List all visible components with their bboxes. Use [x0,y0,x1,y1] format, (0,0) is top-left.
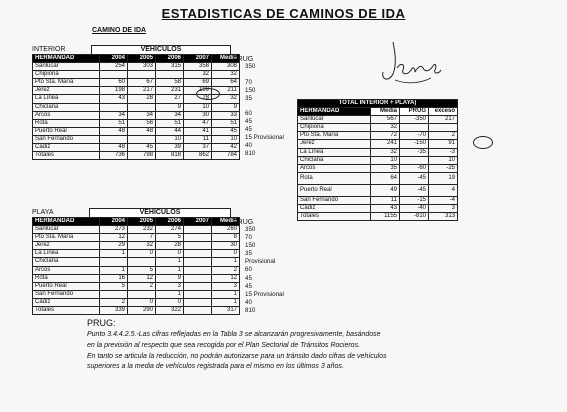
note-text [87,330,547,373]
column-header: 2004 [100,55,128,63]
hand-circle-mark [473,136,493,149]
column-header: exceso [429,108,458,116]
table-cell: 1 [100,250,128,258]
table-row [33,79,240,87]
table-cell: 12 [100,234,128,242]
table-cell: 1 [100,266,128,274]
table-cell: 37 [184,144,212,152]
table-cell: 32 [128,242,156,250]
table-cell: Puerto Real [298,184,371,196]
table-cell: 51 [100,119,128,127]
prug-value: 60 [245,266,252,274]
table-row [33,135,240,143]
table-cell: 567 [371,116,400,124]
table-cell: San Fernando [33,135,100,143]
table-cell: 2 [429,132,458,140]
table-row [33,111,240,119]
table-cell: Sanlúcar [33,226,100,234]
table-row [298,140,458,148]
table-cell: Pto Sta. María [298,132,371,140]
table-cell: 5 [100,282,128,290]
prug-value [245,71,284,79]
section-subtitle: CAMINO DE IDA [92,27,147,34]
table-cell: 34 [100,111,128,119]
table-cell: 2 [212,266,240,274]
table-cell: 232 [128,226,156,234]
table-cell: 4 [429,184,458,196]
table-cell: Arcos [33,266,100,274]
table-cell: -150 [400,140,429,148]
note-line: superiores a la media de vehículos registrada para el mismo en los últimos 3 años. [87,363,344,371]
table-cell: La Línea [33,95,100,103]
column-header: 2004 [100,218,128,226]
playa-label: PLAYA [32,209,54,216]
table-cell: Pto Sta. María [33,234,100,242]
table-row [298,164,458,172]
table-cell: 0 [128,298,156,306]
table-cell: 736 [100,152,128,160]
table-cell: 49 [371,184,400,196]
table-cell [184,250,212,258]
table-cell: 358 [184,63,212,71]
table-cell: Sanlúcar [33,63,100,71]
note-line: En tanto se articula la reducción, no podrán autorizarse para un tránsito dado cifras de vehículos [87,352,387,360]
total-table [297,99,458,221]
table-cell: 339 [100,307,128,315]
table-cell: 0 [156,250,184,258]
table-cell: 60 [100,79,128,87]
table-cell: 48 [128,127,156,135]
table-cell: 322 [156,307,184,315]
table-cell [184,307,212,315]
note-heading: PRUG: [87,318,116,328]
table-row [298,116,458,124]
table-cell [100,103,128,111]
table-header-row [298,108,458,116]
table-cell: 199 [184,87,212,95]
table-cell: 29 [100,242,128,250]
interior-label: INTERIOR [32,46,66,53]
table-cell: 72 [371,132,400,140]
table-cell [184,226,212,234]
table-cell: 313 [429,213,458,221]
table-cell: 12 [212,274,240,282]
prug-value: 35 [245,94,252,102]
table-cell: 308 [212,63,240,71]
table-cell: -350 [400,116,429,124]
table-cell: San Fernando [33,290,100,298]
table-cell: 69 [184,79,212,87]
table-cell: 32 [371,148,400,156]
table-cell: 48 [100,127,128,135]
page-title: ESTADISTICAS DE CAMINOS DE IDA [161,6,406,21]
table-cell: 45 [212,127,240,135]
table-cell: 0 [156,298,184,306]
table-row [33,266,240,274]
table-cell: 3 [429,204,458,212]
table-cell [184,282,212,290]
table-cell: 27 [156,95,184,103]
table-cell: 19 [429,172,458,184]
table-cell: 32 [212,71,240,79]
prug-value: 810 [245,306,256,314]
playa-prug-column [245,226,284,315]
table-cell: Chipiona [33,71,100,79]
table-cell: 91 [429,140,458,148]
table-cell: Chiclana [298,156,371,164]
table-cell: 798 [128,152,156,160]
table-cell: 0 [212,250,240,258]
table-cell: 64 [212,79,240,87]
table-cell: 30 [184,111,212,119]
table-cell: 34 [156,111,184,119]
table-cell: 1 [156,290,184,298]
table-row [298,124,458,132]
table-cell: 42 [212,144,240,152]
table-row [33,103,240,111]
table-cell: 1 [212,290,240,298]
table-cell: Cádiz [33,144,100,152]
table-cell: 56 [128,119,156,127]
table-cell: Totales [33,152,100,160]
table-cell: Jerez [33,87,100,95]
handwritten-signature [375,38,445,93]
table-cell: 58 [156,79,184,87]
table-cell: 10 [212,135,240,143]
table-cell: 32 [212,95,240,103]
table-cell: -4 [429,196,458,204]
table-cell: Rota [298,172,371,184]
table-cell: 16 [100,274,128,282]
table-cell: 1 [156,266,184,274]
prug-value: 350 [245,226,256,233]
playa-vehiculos-header: VEHICULOS [89,208,231,217]
table-cell [128,290,156,298]
table-cell: 30 [212,242,240,250]
table-cell: 2 [100,298,128,306]
interior-table [32,54,240,160]
table-row [33,307,240,315]
table-cell [184,274,212,282]
table-cell: 5 [156,234,184,242]
table-cell: 11 [184,135,212,143]
table-cell: -60 [400,164,429,172]
table-cell: 43 [371,204,400,212]
table-cell: Totales [298,213,371,221]
table-cell: Arcos [33,111,100,119]
table-row [33,63,240,71]
prug-value: 40 [245,298,252,306]
table-cell: 1 [156,258,184,266]
table-cell [184,290,212,298]
table-cell: 7 [128,234,156,242]
table-cell: 32 [371,124,400,132]
table-cell: Totales [33,307,100,315]
table-header-row [33,55,240,63]
table-cell [156,71,184,79]
table-cell: -45 [400,172,429,184]
prug-value: 45 [245,126,252,134]
note-line: en la previsión al respecto que sea recogida por el Plan Sectorial de Tránsitos Rocieros. [87,341,361,349]
prug-value: 15 Provisional [245,134,284,142]
column-header: HERMANDAD [33,55,100,63]
table-cell [184,234,212,242]
table-cell: 3 [212,282,240,290]
table-cell: -35 [400,148,429,156]
table-cell: 43 [100,95,128,103]
prug-value: 150 [245,242,256,250]
column-header: 2007 [184,218,212,226]
table-cell [100,71,128,79]
table-row [33,127,240,135]
table-cell: 64 [371,172,400,184]
table-cell: 9 [212,103,240,111]
prug-value: 70 [245,78,252,86]
prug-value [245,102,284,110]
table-cell [184,242,212,250]
table-cell: 33 [212,111,240,119]
table-title: TOTAL INTERIOR + PLAYA) [298,100,458,108]
table-row [33,119,240,127]
interior-prug-column [245,63,284,158]
table-row [298,172,458,184]
table-cell: 2 [128,282,156,290]
column-header: PRUG [400,108,429,116]
table-cell: San Fernando [298,196,371,204]
table-cell [100,135,128,143]
table-cell: 10 [156,135,184,143]
table-cell: 217 [128,87,156,95]
prug-value: 45 [245,282,252,290]
table-cell: 231 [156,87,184,95]
table-cell: 51 [156,119,184,127]
table-cell: Jerez [298,140,371,148]
table-row [33,282,240,290]
column-header: 2005 [128,55,156,63]
table-cell: 241 [371,140,400,148]
table-cell [429,124,458,132]
interior-prug-label: PRUG [233,56,254,63]
table-cell: 290 [128,307,156,315]
table-cell: 10 [429,156,458,164]
table-row [33,274,240,282]
table-cell: Puerto Real [33,282,100,290]
column-header: Media [371,108,400,116]
table-cell: Cádiz [33,298,100,306]
table-cell: 274 [156,226,184,234]
table-row [298,213,458,221]
table-cell: 11 [371,196,400,204]
table-row [298,132,458,140]
prug-value: 60 [245,110,252,118]
column-header: 2007 [184,55,212,63]
table-cell: 9 [156,103,184,111]
table-cell: 784 [212,152,240,160]
table-cell: 48 [100,144,128,152]
table-cell: 217 [429,116,458,124]
table-row [298,156,458,164]
prug-value: 70 [245,234,252,242]
table-cell: 1 [212,298,240,306]
hand-circle-mark [196,88,220,100]
table-header-row [33,218,240,226]
table-cell: 8 [212,234,240,242]
table-cell: La Línea [298,148,371,156]
prug-value: 35 [245,250,252,258]
column-header: 2006 [156,55,184,63]
table-cell: 41 [184,127,212,135]
note-line: Punto 3.4.4.2.5.-Las cifras reflejadas en la Tabla 3 se alcanzarán progresivamente, basándose [87,331,381,338]
table-row [298,204,458,212]
prug-value: 45 [245,118,252,126]
table-cell: 0 [128,250,156,258]
table-cell: Arcos [298,164,371,172]
playa-prug-label: PRUG [233,219,254,226]
table-row [33,152,240,160]
table-cell: 818 [156,152,184,160]
table-cell: 45 [128,144,156,152]
table-row [298,196,458,204]
table-cell: Puerto Real [33,127,100,135]
table-cell: 51 [212,119,240,127]
table-cell [400,156,429,164]
table-row [33,144,240,152]
table-cell: 34 [128,111,156,119]
table-cell: Chiclana [33,258,100,266]
table-cell: 198 [100,87,128,95]
table-cell: 3 [156,282,184,290]
table-cell: 28 [156,242,184,250]
table-cell: -3 [429,148,458,156]
table-cell: 47 [184,119,212,127]
column-header: HERMANDAD [298,108,371,116]
prug-value: 810 [245,149,256,157]
table-cell: 28 [128,95,156,103]
table-row [298,148,458,156]
table-cell: Cádiz [298,204,371,212]
table-cell: Sanlúcar [298,116,371,124]
table-cell: 254 [100,63,128,71]
table-cell: La Línea [33,250,100,258]
table-cell: 10 [184,103,212,111]
column-header: HERMANDAD [33,218,100,226]
table-cell [184,266,212,274]
table-cell: 303 [128,63,156,71]
column-header: 2005 [128,218,156,226]
table-row [33,298,240,306]
table-row [33,226,240,234]
table-cell: 32 [184,71,212,79]
table-row [33,290,240,298]
table-cell: -25 [429,164,458,172]
column-header: Media [212,55,240,63]
table-cell: 10 [371,156,400,164]
table-cell: Jerez [33,242,100,250]
table-cell [184,298,212,306]
table-cell: 317 [212,307,240,315]
table-cell: 35 [371,164,400,172]
interior-vehiculos-header: VEHICULOS [91,45,231,54]
table-cell [128,71,156,79]
table-cell: Rota [33,119,100,127]
table-cell [128,258,156,266]
prug-value: 150 [245,86,256,94]
table-cell [184,258,212,266]
table-cell: 28 [184,95,212,103]
table-cell: 1 [212,258,240,266]
prug-value: 15 Provisional [245,290,284,298]
table-cell: -40 [400,204,429,212]
table-row [298,184,458,196]
table-cell: 39 [156,144,184,152]
table-cell: 9 [156,274,184,282]
table-cell [400,124,429,132]
prug-value: 350 [245,63,256,70]
table-cell: 44 [156,127,184,135]
prug-value: 40 [245,141,252,149]
table-cell [100,258,128,266]
table-row [33,242,240,250]
table-cell [128,103,156,111]
table-cell [100,290,128,298]
table-cell: 12 [128,274,156,282]
prug-value: 45 [245,274,252,282]
playa-table [32,217,240,315]
table-cell: 862 [184,152,212,160]
table-row [33,258,240,266]
table-row [33,234,240,242]
table-cell: 1155 [371,213,400,221]
table-cell: Pto Sta. María [33,79,100,87]
table-row [33,250,240,258]
table-cell: -810 [400,213,429,221]
table-cell: Chipiona [298,124,371,132]
table-cell: 315 [156,63,184,71]
table-cell: 260 [212,226,240,234]
table-cell: -70 [400,132,429,140]
table-cell [128,135,156,143]
table-cell: -45 [400,184,429,196]
table-cell: 273 [100,226,128,234]
table-row [33,71,240,79]
table-cell: 67 [128,79,156,87]
table-cell: -15 [400,196,429,204]
column-header: 2006 [156,218,184,226]
prug-value: Provisional [245,258,276,266]
table-cell: Rota [33,274,100,282]
table-cell: 5 [128,266,156,274]
table-cell: 211 [212,87,240,95]
column-header: Media [212,218,240,226]
table-cell: Chiclana [33,103,100,111]
